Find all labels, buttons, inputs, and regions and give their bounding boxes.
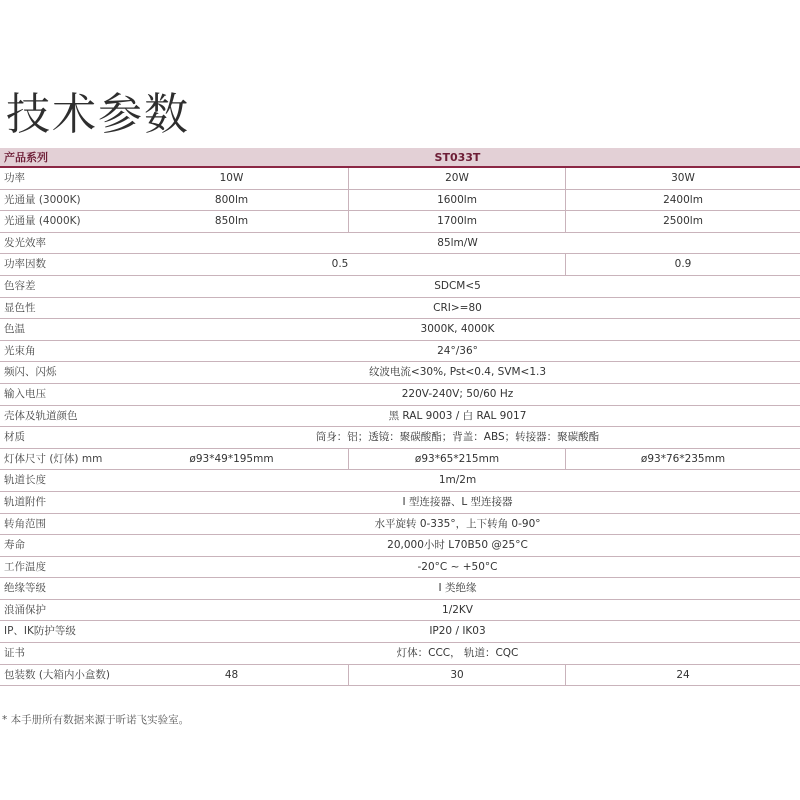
row-label: 轨道长度	[4, 474, 46, 487]
cell-30w: 0.9	[565, 254, 800, 275]
cell-20w: 30	[348, 665, 565, 686]
table-row-sdcm	[0, 276, 800, 298]
table-row-operating-temp	[0, 557, 800, 579]
row-label: 色温	[4, 323, 25, 336]
product-series-value: ST033T	[434, 151, 481, 164]
table-row-material	[0, 427, 800, 449]
row-value: 黑 RAL 9003 / 白 RAL 9017	[388, 409, 527, 422]
row-label: 显色性	[4, 301, 36, 314]
row-label: 功率	[4, 172, 25, 184]
page-title: 技术参数	[6, 89, 190, 140]
table-row-ip-ik	[0, 621, 800, 643]
table-row-input-voltage	[0, 384, 800, 406]
table-row-housing-color	[0, 406, 800, 428]
table-row-track-accessories	[0, 492, 800, 514]
table-row-flux-4000k	[0, 211, 800, 233]
row-value: I 型连接器、L 型连接器	[402, 495, 513, 508]
row-label: 光通量 (4000K)	[4, 215, 81, 228]
row-label: 壳体及轨道颜色	[4, 409, 78, 422]
row-value: 水平旋转 0-335°，上下转角 0-90°	[374, 517, 541, 530]
row-value: I 类绝缘	[438, 582, 477, 595]
cell-30w: 24	[565, 665, 800, 686]
row-label: 光束角	[4, 344, 36, 357]
cell-20w: ø93*65*215mm	[348, 449, 565, 470]
table-row-package	[0, 665, 800, 687]
row-value: 3000K, 4000K	[420, 323, 495, 336]
table-row-cri	[0, 298, 800, 320]
row-value: 24°/36°	[437, 344, 478, 357]
row-value: 220V-240V; 50/60 Hz	[401, 387, 514, 400]
row-label: 频闪、闪烁	[4, 366, 57, 379]
spec-table	[0, 148, 800, 686]
row-value: SDCM<5	[434, 279, 481, 292]
row-label: 轨道附件	[4, 495, 46, 508]
cell-20w: 1600lm	[348, 190, 565, 211]
row-label: 工作温度	[4, 560, 46, 573]
table-header-row	[0, 148, 800, 168]
row-value: -20°C ~ +50°C	[417, 560, 498, 573]
row-label: 证书	[4, 647, 25, 660]
row-label: 发光效率	[4, 236, 46, 249]
table-row-cct	[0, 319, 800, 341]
table-row-beam-angle	[0, 341, 800, 363]
row-label: 转角范围	[4, 517, 46, 530]
table-row-flux-3000k	[0, 190, 800, 212]
cell-10w: 10W	[219, 172, 244, 184]
row-label: 输入电压	[4, 387, 46, 400]
table-row-surge	[0, 600, 800, 622]
row-label: 浪涌保护	[4, 603, 46, 616]
row-label: 色容差	[4, 279, 36, 292]
table-row-lifetime	[0, 535, 800, 557]
row-label: 包装数 (大箱内小盒数)	[4, 668, 111, 681]
row-value: 20,000小时 L70B50 @25°C	[387, 539, 528, 552]
cell-10w: ø93*49*195mm	[189, 452, 274, 465]
table-row-flicker	[0, 362, 800, 384]
row-value: 纹波电流<30%, Pst<0.4, SVM<1.3	[368, 366, 547, 379]
row-value: 筒身：铝；透镜：聚碳酸酯；背盖：ABS；转接器：聚碳酸酯	[315, 431, 600, 444]
row-label: 绝缘等级	[4, 582, 46, 595]
row-label: 光通量 (3000K)	[4, 193, 81, 206]
cell-30w: 2500lm	[565, 211, 800, 232]
table-row-dimensions	[0, 449, 800, 471]
table-row-power	[0, 168, 800, 190]
cell-10w: 800lm	[214, 193, 249, 206]
cell-10w: 850lm	[214, 215, 249, 228]
row-label: 灯体尺寸 (灯体) mm	[4, 452, 103, 465]
row-label: 材质	[4, 431, 25, 444]
table-row-efficacy	[0, 233, 800, 255]
row-label: IP、IK防护等级	[4, 625, 76, 638]
cell-30w: 30W	[565, 168, 800, 189]
table-row-rotation	[0, 514, 800, 536]
row-value: 灯体：CCC， 轨道：CQC	[396, 647, 519, 660]
cell-10w-20w: 0.5	[331, 258, 349, 271]
cell-30w: 2400lm	[565, 190, 800, 211]
row-value: 85lm/W	[437, 236, 478, 249]
table-row-insulation	[0, 578, 800, 600]
table-row-track-length	[0, 470, 800, 492]
row-label: 功率因数	[4, 258, 46, 271]
table-row-certificate	[0, 643, 800, 665]
row-value: 1m/2m	[438, 474, 477, 487]
row-label: 寿命	[4, 539, 25, 552]
row-label: 产品系列	[4, 151, 48, 164]
footnote: * 本手册所有数据来源于昕诺飞实验室。	[2, 714, 190, 726]
row-value: CRI>=80	[433, 301, 482, 314]
row-value: IP20 / IK03	[429, 625, 486, 638]
row-value: 1/2KV	[442, 603, 473, 616]
cell-20w: 1700lm	[348, 211, 565, 232]
cell-20w: 20W	[348, 168, 565, 189]
table-row-power-factor	[0, 254, 800, 276]
cell-30w: ø93*76*235mm	[565, 449, 800, 470]
cell-10w: 48	[224, 668, 239, 681]
